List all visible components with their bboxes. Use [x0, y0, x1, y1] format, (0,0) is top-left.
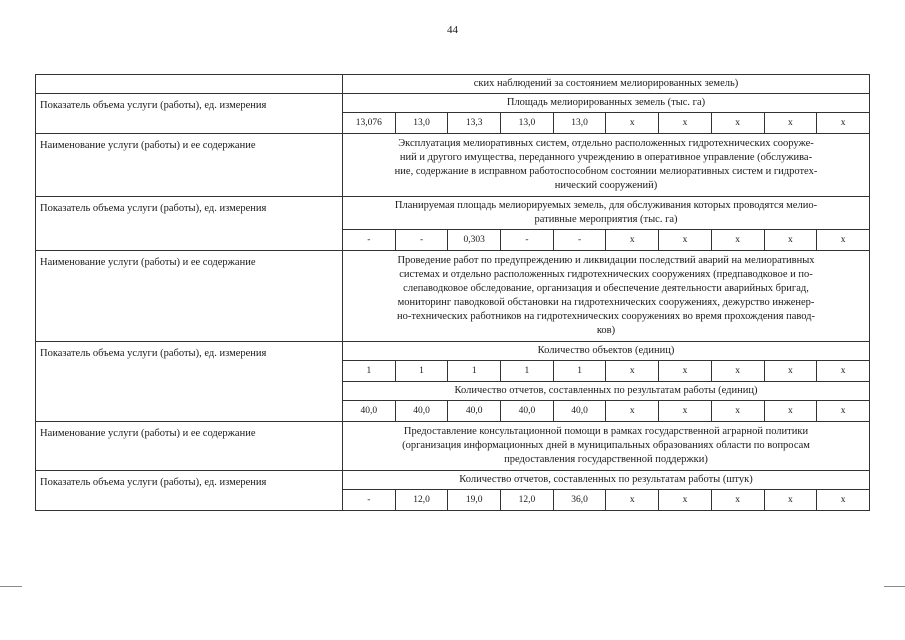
service-description-line: системах и отдельно расположенных гидротехнических сооружениях (предпаводковое и по- — [399, 269, 813, 280]
value-cell: x — [659, 361, 712, 382]
metric-title-line: Количество объектов (единиц) — [537, 345, 675, 356]
metric-label: Показатель объема услуги (работы), ед. измерения — [36, 342, 343, 422]
value-cell: 40,0 — [395, 401, 448, 422]
metric-title-line: Количество отчетов, составленных по результатам работы (единиц) — [454, 385, 758, 396]
value-cell: x — [817, 113, 870, 134]
value-cell: x — [764, 230, 817, 251]
metric-title-row — [36, 471, 870, 490]
value-cell: 12,0 — [395, 490, 448, 511]
service-description-line: Эксплуатация мелиоративных систем, отдельно расположенных гидротехнических сооруже- — [398, 138, 814, 149]
metric-title-row — [36, 197, 870, 230]
value-cell: 40,0 — [343, 401, 396, 422]
service-description — [343, 134, 870, 197]
page-edge-line — [0, 586, 22, 587]
value-cell: x — [659, 113, 712, 134]
metric-label: Показатель объема услуги (работы), ед. измерения — [36, 471, 343, 511]
value-cell: x — [817, 230, 870, 251]
value-cell: 19,0 — [448, 490, 501, 511]
value-cell: - — [553, 230, 606, 251]
service-row — [36, 251, 870, 342]
metric-title — [343, 342, 870, 361]
service-description — [343, 422, 870, 471]
value-cell: x — [606, 113, 659, 134]
value-cell: - — [501, 230, 554, 251]
value-cell: x — [764, 361, 817, 382]
service-description-line: Предоставление консультационной помощи в рамках государственной аграрной политики — [403, 426, 809, 437]
value-cell: x — [606, 230, 659, 251]
service-description-line: предоставления государственной поддержки) — [504, 454, 708, 465]
value-cell: x — [659, 230, 712, 251]
value-cell: x — [659, 401, 712, 422]
metric-title — [343, 197, 870, 230]
value-cell: x — [711, 361, 764, 382]
metric-label: Показатель объема услуги (работы), ед. измерения — [36, 197, 343, 251]
form-table — [35, 74, 870, 511]
value-cell: 40,0 — [501, 401, 554, 422]
value-cell: x — [711, 490, 764, 511]
service-label: Наименование услуги (работы) и ее содержание — [36, 422, 343, 471]
value-cell: 36,0 — [553, 490, 606, 511]
value-cell: x — [817, 361, 870, 382]
metric-title-line: Площадь мелиорированных земель (тыс. га) — [506, 97, 706, 108]
service-description-line: ние, содержание в исправном работоспособном состоянии мелиоративных систем и гидротех- — [394, 166, 818, 177]
service-description-line: мониторинг паводковой обстановки на гидротехнических сооружениях, дежурство инженер- — [397, 297, 815, 308]
service-description-line: ний и другого имущества, переданного учреждению в оперативное управление (обслужива- — [399, 152, 813, 163]
service-label: Наименование услуги (работы) и ее содержание — [36, 134, 343, 197]
value-cell: 13,0 — [501, 113, 554, 134]
value-cell: x — [711, 113, 764, 134]
value-cell: 40,0 — [553, 401, 606, 422]
value-cell: 13,0 — [553, 113, 606, 134]
metric-title-line: Планируемая площадь мелиорируемых земель, для обслуживания которых проводятся мелио- — [394, 200, 818, 211]
service-description-line: Проведение работ по предупреждению и ликвидации последствий аварий на мелиоративных — [397, 255, 815, 266]
page-number: 44 — [447, 24, 458, 36]
metric-label: Показатель объема услуги (работы), ед. измерения — [36, 94, 343, 134]
empty-label-cell — [36, 75, 343, 94]
value-cell: x — [711, 401, 764, 422]
metric-title — [343, 94, 870, 113]
service-description-line: ков) — [596, 325, 616, 336]
value-cell: - — [343, 230, 396, 251]
value-cell: - — [343, 490, 396, 511]
value-cell: 1 — [553, 361, 606, 382]
value-cell: 1 — [448, 361, 501, 382]
value-cell: 13,076 — [343, 113, 396, 134]
service-row — [36, 422, 870, 471]
service-description — [343, 251, 870, 342]
value-cell: x — [817, 401, 870, 422]
metric-title — [343, 471, 870, 490]
value-cell: - — [395, 230, 448, 251]
value-cell: 13,3 — [448, 113, 501, 134]
metric-title-row — [36, 342, 870, 361]
value-cell: 1 — [395, 361, 448, 382]
service-label: Наименование услуги (работы) и ее содержание — [36, 251, 343, 342]
metric-title-line: ративные мероприятия (тыс. га) — [534, 214, 678, 225]
value-cell: 1 — [343, 361, 396, 382]
metric-title-line: Количество отчетов, составленных по результатам работы (штук) — [459, 474, 753, 485]
page-edge-line — [884, 586, 905, 587]
value-cell: x — [659, 490, 712, 511]
value-cell: x — [764, 490, 817, 511]
service-description-line: нический сооружений) — [554, 180, 658, 191]
value-cell: x — [817, 490, 870, 511]
value-cell: x — [711, 230, 764, 251]
value-cell: 1 — [501, 361, 554, 382]
metric-title — [343, 382, 870, 401]
value-cell: x — [606, 490, 659, 511]
value-cell: 40,0 — [448, 401, 501, 422]
continued-text: ских наблюдений за состоянием мелиорированных земель) — [343, 75, 870, 94]
service-row — [36, 134, 870, 197]
service-description-line: но-технических работников на гидротехнических сооружениях во время прохождения павод- — [396, 311, 816, 322]
value-cell: x — [764, 113, 817, 134]
metric-title-row — [36, 94, 870, 113]
value-cell: 0,303 — [448, 230, 501, 251]
table-body — [36, 75, 870, 511]
value-cell: 12,0 — [501, 490, 554, 511]
service-description-line: слепаводковое обследование, организация и обеспечение деятельности аварийных бригад, — [403, 283, 809, 294]
value-cell: 13,0 — [395, 113, 448, 134]
value-cell: x — [606, 401, 659, 422]
header-row — [36, 75, 870, 94]
value-cell: x — [764, 401, 817, 422]
service-description-line: (организация информационных дней в муниципальных образованиях области по вопросам — [402, 440, 810, 451]
value-cell: x — [606, 361, 659, 382]
